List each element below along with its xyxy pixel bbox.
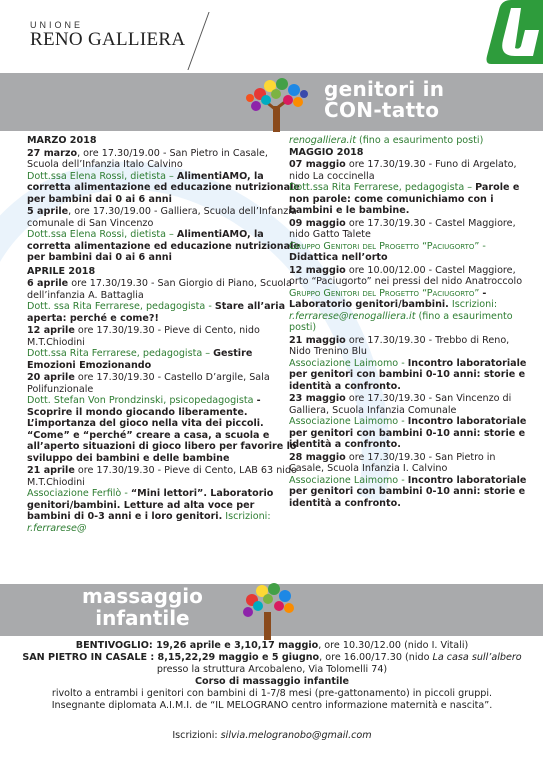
- contact-label: Iscrizioni:: [172, 730, 221, 741]
- event-speaker: Dott. Stefan Von Prondzinski, psicopedagogista - Scoprire il mondo giocando liberamente. L’importanza del gioco nella vita dei piccoli. “Come” e “perché” creare a casa, a scuola e all’aperto situazioni di gioco libero per favorire lo sviluppo dei bambini e delle bambine: [27, 395, 297, 464]
- event-entry: 21 aprile ore 17.30/19.30 - Pieve di Cento, LAB 63 nido M.T.Chiodini: [27, 465, 297, 488]
- event-speaker: Dott. ssa Rita Ferrarese, pedagogista - Stare all’aria aperta: perché e come?!: [27, 301, 286, 324]
- org-brand: [30, 20, 185, 51]
- event-speaker: Gruppo Genitori del Progetto “Paciugorto” - Laboratorio genitori/bambini. Iscrizioni: r.ferrarese@renogalliera.it (fino a esaurimento posti): [289, 287, 513, 333]
- contact-line: [16, 730, 528, 741]
- event-speaker: Dott.ssa Elena Rossi, dietista – AlimentiAMO, la corretta alimentazione ed educazione nutrizionale per bambini dai 0 ai 6 anni: [27, 229, 300, 263]
- event-entry: 23 maggio ore 17.30/19.30 - San Vincenzo di Galliera, Scuola Infanzia Comunale: [289, 393, 512, 416]
- event-entry: 12 maggio ore 10.00/12.00 - Castel Maggiore, orto “Paciugorto” nei pressi del nido Anatroccolo: [289, 264, 523, 287]
- banner-title: [324, 79, 444, 121]
- contact-email-link[interactable]: silvia.melogranobo@gmail.com: [220, 730, 372, 741]
- event-speaker: Dott.ssa Elena Rossi, dietista – AlimentiAMO, la corretta alimentazione ed educazione nutrizionale per bambini dai 0 ai 6 anni: [27, 170, 300, 205]
- event-speaker: Associazione Laimomo - Incontro laboratoriale per genitori con bambini 0-10 anni: storie e identità a confronto.: [289, 357, 527, 392]
- hands-tree-icon: [236, 578, 300, 640]
- course-desc: rivolto a entrambi i genitori con bambini di 1-7/8 mesi (pre-gattonamento) in piccoli gruppi.: [51, 688, 493, 699]
- massage-title-line2: infantile: [95, 606, 190, 630]
- month-heading: APRILE 2018: [27, 265, 96, 277]
- event-entry: 5 aprile, ore 17.30/19.00 - Galliera, Scuola dell’Infanzia comunale di San Vincenzo: [27, 206, 297, 229]
- event-entry: 28 maggio ore 17.30/19.30 - San Pietro in Casale, Scuola Infanzia I. Calvino: [289, 451, 496, 474]
- month-heading: MAGGIO 2018: [289, 146, 364, 158]
- hands-tree-icon: [242, 72, 312, 134]
- event-speaker: Associazione Ferfilò - “Mini lettori”. Laboratorio genitori/bambini. Letture ad alta voce per bambini di 0-3 anni e i loro genitori. Iscrizioni: r.ferrarese@: [27, 488, 274, 534]
- event-entry: 20 aprile ore 17.30/19.30 - Castello D’argile, Sala Polifunzionale: [27, 372, 270, 395]
- course-desc: Insegnante diplomata A.I.M.I. de “IL MELOGRANO centro informazione maternità e nascita”.: [51, 700, 493, 711]
- massage-title: [82, 585, 203, 629]
- brand-divider: [187, 12, 209, 70]
- event-continuation: renogalliera.it (fino a esaurimento posti): [289, 135, 484, 146]
- event-entry: 27 marzo, ore 17.30/19.00 - San Pietro in Casale, Scuola dell’Infanzia Italo Calvino: [27, 147, 268, 170]
- month-heading: MARZO 2018: [27, 135, 97, 146]
- massage-title-line1: massaggio: [82, 584, 203, 608]
- event-entry: 21 maggio ore 17.30/19.30 - Trebbo di Reno, Nido Trenino Blu: [289, 334, 510, 357]
- course-title: Corso di massaggio infantile: [194, 676, 350, 687]
- contact-email-link[interactable]: r.ferrarese@renogalliera.it: [289, 310, 416, 322]
- banner-title-line2: CON-tatto: [324, 98, 440, 122]
- schedule-line: presso la struttura Arcobaleno, Via Tolomelli 74): [156, 664, 388, 675]
- event-entry: 09 maggio ore 17.30/19.30 - Castel Maggiore, nido Gatto Talete: [289, 217, 516, 240]
- event-entry: 07 maggio ore 17.30/19.30 - Funo di Argelato, nido La coccinella: [289, 159, 517, 182]
- schedule-line: SAN PIETRO IN CASALE : 8,15,22,29 maggio e 5 giugno, ore 16.00/17.30 (nido La casa sull’albero: [22, 652, 522, 663]
- contact-email-link[interactable]: r.ferrarese@: [27, 522, 87, 534]
- event-speaker: Associazione Laimomo - Incontro laboratoriale per genitori con bambini 0-10 anni: storie e identità a confronto.: [289, 416, 527, 450]
- event-entry: 12 aprile ore 17.30/19.30 - Pieve di Cento, nido M.T.Chiodini: [27, 325, 260, 348]
- event-speaker: Dott.ssa Rita Ferrarese, pedagogista – Parole e non parole: come comunichiamo con i bambini e le bambine.: [289, 182, 520, 216]
- contact-email-link[interactable]: renogalliera.it: [289, 135, 356, 146]
- event-speaker: Dott.ssa Rita Ferrarese, pedagogista – Gestire Emozioni Emozionando: [27, 348, 253, 371]
- massage-info: [16, 640, 528, 712]
- union-logo-icon: [481, 0, 543, 64]
- schedule-line: BENTIVOGLIO: 19,26 aprile e 3,10,17 maggio, ore 10.30/12.00 (nido I. Vitali): [75, 640, 469, 651]
- banner-title-line1: genitori in: [324, 77, 445, 101]
- left-column: [27, 135, 300, 534]
- event-entry: 6 aprile ore 17.30/19.30 - San Giorgio di Piano, Scuola dell’infanzia A. Battaglia: [27, 278, 292, 301]
- org-top-label: UNIONE: [30, 20, 84, 30]
- event-speaker: Gruppo Genitori del Progetto “Paciugorto” - Didattica nell’orto: [289, 240, 486, 263]
- org-name: RENO GALLIERA: [30, 29, 186, 50]
- event-speaker: Associazione Laimomo - Incontro laboratoriale per genitori con bambini 0-10 anni: storie e identità a confronto.: [289, 474, 527, 509]
- right-column: [289, 135, 532, 509]
